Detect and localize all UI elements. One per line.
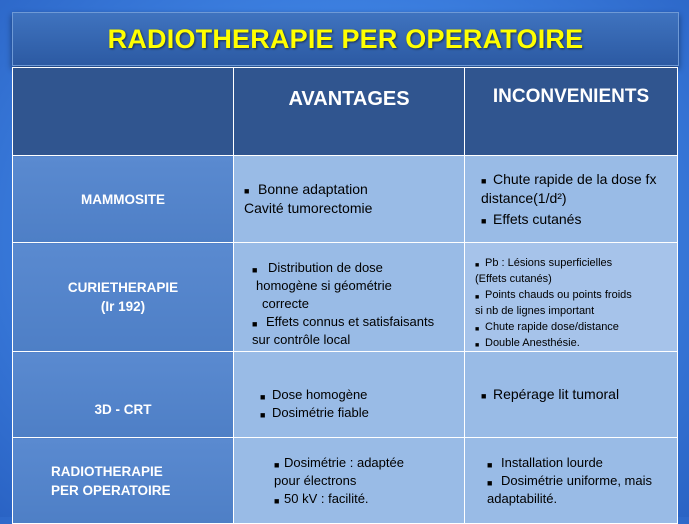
- bullet-icon: ■: [260, 410, 266, 420]
- item-line: Chute rapide dose/distance: [485, 321, 619, 333]
- list-item: [274, 490, 458, 508]
- avantages-cell: [234, 243, 465, 352]
- bullet-icon: ■: [481, 391, 487, 401]
- item-line: (Effets cutanés): [475, 273, 552, 285]
- item-line: Dosimétrie fiable: [272, 405, 369, 420]
- bullet-icon: ■: [252, 319, 258, 329]
- table-row-radiotherapie-per-operatoire: [13, 438, 678, 524]
- list-item: [252, 313, 458, 349]
- list-item: [252, 259, 458, 313]
- row-label-line: (Ir 192): [100, 299, 146, 314]
- item-line: distance(1/d²): [481, 189, 567, 206]
- item-line: Repérage lit tumoral: [493, 386, 620, 402]
- inconvenients-cell: [465, 156, 678, 243]
- avantages-cell: [234, 156, 465, 243]
- header-row: [13, 68, 678, 156]
- avantages-cell: [234, 352, 465, 438]
- item-line: Chute rapide de la dose fx: [493, 170, 657, 187]
- header-empty-cell: [13, 68, 234, 156]
- bullet-icon: ■: [475, 262, 480, 269]
- bullet-icon: ■: [475, 342, 480, 349]
- row-label: [13, 243, 234, 352]
- avantages-cell: [234, 438, 465, 524]
- item-line: homogène si géométrie: [256, 278, 392, 293]
- item-line: Bonne adaptation: [258, 181, 368, 197]
- inconvenients-list: [465, 255, 677, 351]
- item-line: Dose homogène: [272, 387, 368, 402]
- list-item: [244, 180, 458, 218]
- bullet-icon: ■: [481, 215, 487, 226]
- list-item: [487, 454, 671, 472]
- bullet-icon: ■: [274, 459, 280, 470]
- page-title: RADIOTHERAPIE PER OPERATOIRE: [107, 23, 584, 54]
- avantages-list: [234, 259, 464, 349]
- item-line: Effets connus et satisfaisants: [266, 314, 435, 329]
- item-line: adaptabilité.: [487, 490, 558, 506]
- row-label-line: PER OPERATOIRE: [51, 482, 171, 498]
- row-label-line: RADIOTHERAPIE: [51, 463, 163, 479]
- row-label: [13, 438, 234, 524]
- inconvenients-cell: [465, 352, 678, 438]
- item-line: sur contrôle local: [252, 332, 351, 347]
- bullet-icon: ■: [274, 495, 280, 506]
- inconvenients-list: [465, 170, 677, 229]
- table-row-mammosite: [13, 156, 678, 243]
- list-item: [260, 386, 458, 404]
- avantages-list: [234, 454, 464, 508]
- bullet-icon: ■: [487, 477, 493, 488]
- avantages-list: [234, 180, 464, 218]
- inconvenients-cell: [465, 438, 678, 524]
- list-item: [274, 454, 458, 490]
- inconvenients-list: [465, 385, 677, 404]
- item-line: Distribution de dose: [268, 260, 383, 275]
- row-label-line: CURIETHERAPIE: [67, 280, 179, 295]
- item-line: 50 kV : facilité.: [284, 490, 369, 506]
- list-item: [260, 404, 458, 422]
- list-item: [481, 210, 671, 229]
- title-bar: [12, 12, 679, 66]
- table-row-3d-crt: [13, 352, 678, 438]
- avantages-list: [234, 386, 464, 422]
- header-inconvenients: INCONVENIENTS: [465, 68, 678, 156]
- list-item: [475, 319, 671, 335]
- row-label-line: 3D - CRT: [94, 402, 152, 417]
- item-line: Cavité tumorectomie: [244, 200, 373, 216]
- item-line: Points chauds ou points froids: [485, 289, 632, 301]
- bullet-icon: ■: [481, 175, 487, 186]
- inconvenients-cell: [465, 243, 678, 352]
- table-row-curietherapie: [13, 243, 678, 352]
- header-avantages: AVANTAGES: [234, 68, 465, 156]
- bullet-icon: ■: [475, 294, 480, 301]
- item-line: correcte: [262, 296, 309, 311]
- row-label-line: MAMMOSITE: [81, 191, 165, 207]
- item-line: Double Anesthésie.: [485, 337, 580, 349]
- inconvenients-list: [465, 454, 677, 508]
- item-line: Dosimétrie : adaptée: [284, 454, 404, 470]
- item-line: Pb : Lésions superficielles: [485, 257, 613, 269]
- bullet-icon: ■: [475, 326, 480, 333]
- list-item: [475, 255, 671, 287]
- item-line: Dosimétrie uniforme, mais: [501, 472, 652, 488]
- item-line: si nb de lignes important: [475, 305, 595, 317]
- list-item: [481, 170, 671, 208]
- list-item: [487, 472, 671, 508]
- row-label: [13, 156, 234, 243]
- list-item: [475, 287, 671, 319]
- bullet-icon: ■: [244, 186, 250, 196]
- list-item: [475, 335, 671, 351]
- item-line: Installation lourde: [501, 454, 603, 470]
- item-line: Effets cutanés: [493, 210, 582, 227]
- row-label: [13, 352, 234, 438]
- bullet-icon: ■: [260, 392, 266, 402]
- list-item: [481, 385, 671, 404]
- comparison-table: [12, 67, 678, 524]
- bullet-icon: ■: [487, 459, 493, 470]
- bullet-icon: ■: [252, 265, 258, 275]
- item-line: pour électrons: [274, 472, 357, 488]
